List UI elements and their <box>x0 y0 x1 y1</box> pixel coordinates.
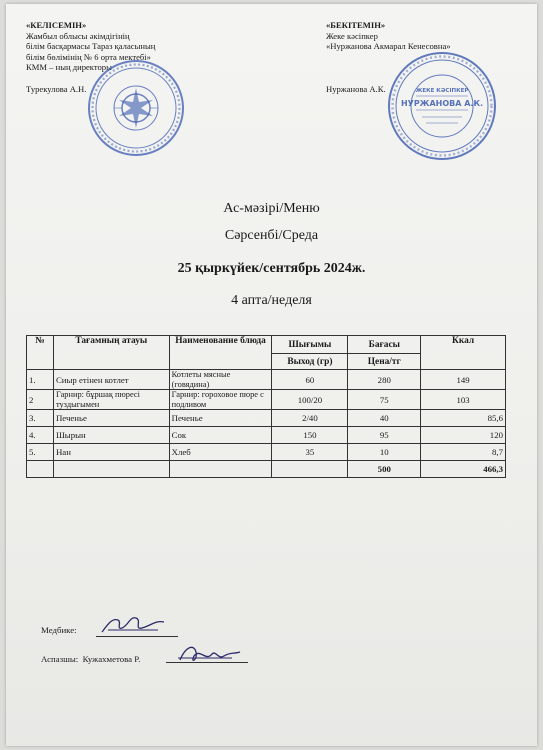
menu-title: Ас-мәзірі/Меню <box>223 201 320 216</box>
approval-right-title: «БЕКІТЕМІН» <box>326 20 386 30</box>
school-seal-icon <box>86 58 186 158</box>
cell-kcal: 8,7 <box>421 444 506 461</box>
cell-name-kz: Шырын <box>53 427 169 444</box>
table-row <box>27 410 506 427</box>
header-yield-kz: Шығымы <box>272 336 348 354</box>
cell-price: 40 <box>348 410 421 427</box>
date-title: 25 қыркүйек/сентябрь 2024ж. <box>177 261 366 276</box>
approval-left-title: «КЕЛІСЕМІН» <box>26 20 87 30</box>
nurse-signature-icon <box>98 610 170 638</box>
cell-name-ru: Гарнир: гороховое пюре с подливом <box>169 390 272 410</box>
approval-right-line: Жеке кәсіпкер <box>326 30 378 41</box>
cook-block <box>41 654 140 664</box>
stamp-center-text: НУРЖАНОВА А.К. <box>400 99 484 108</box>
cell-num: 2 <box>27 390 54 410</box>
cell-price: 75 <box>348 390 421 410</box>
header-kcal: Ккал <box>421 336 506 370</box>
cell-price: 10 <box>348 444 421 461</box>
document-page <box>6 4 537 746</box>
table-row <box>27 390 506 410</box>
week-title: 4 апта/неделя <box>231 293 312 308</box>
total-kcal: 466,3 <box>421 461 506 478</box>
cell-kcal: 120 <box>421 427 506 444</box>
header-price-ru: Цена/тг <box>348 354 421 370</box>
cook-signature-icon <box>174 640 244 668</box>
cell-name-ru: Сок <box>169 427 272 444</box>
cell-name-kz: Нан <box>53 444 169 461</box>
header-name-ru: Наименование блюда <box>169 336 272 370</box>
entrepreneur-stamp-icon <box>386 50 498 162</box>
cell-kcal: 103 <box>421 390 506 410</box>
header-price-kz: Бағасы <box>348 336 421 354</box>
weekday-title: Сәрсенбі/Среда <box>224 228 319 243</box>
header-yield-ru: Выход (гр) <box>272 354 348 370</box>
cell-yield: 150 <box>272 427 348 444</box>
approval-left-signer: Турекулова А.Н. <box>26 83 87 94</box>
stamp-top-text: ЖЕКЕ КӘСІПКЕР <box>415 88 469 94</box>
cell-name-ru: Печенье <box>169 410 272 427</box>
header-name-kz: Тағамның атауы <box>53 336 169 370</box>
header-num: № <box>27 336 54 370</box>
cell-num: 4. <box>27 427 54 444</box>
approval-left-line: КММ – ның директоры <box>26 62 112 73</box>
cell-num: 5. <box>27 444 54 461</box>
table-row <box>27 427 506 444</box>
cell-name-kz: Сиыр етінен котлет <box>53 370 169 390</box>
table-row <box>27 370 506 390</box>
nurse-label: Медбике: <box>41 625 77 635</box>
approval-left-line: білім басқармасы Тараз қаласының <box>26 41 156 52</box>
approval-left-line: білім бөлімінің № 6 орта мектебі» <box>26 51 151 62</box>
cell-price: 95 <box>348 427 421 444</box>
cell-yield: 100/20 <box>272 390 348 410</box>
cook-name: Кужахметова Р. <box>82 654 141 664</box>
cell-yield: 35 <box>272 444 348 461</box>
cell-name-kz: Гарнир: бұршақ пюресі туздыгымен <box>53 390 169 410</box>
cook-label: Аспазшы: <box>41 654 79 664</box>
approval-left-line: Жамбыл облысы әкімдігінің <box>26 30 130 41</box>
cell-yield: 2/40 <box>272 410 348 427</box>
approval-right-line: «Нуржанова Акмарал Кенесовна» <box>326 41 451 52</box>
cell-kcal: 149 <box>421 370 506 390</box>
total-price: 500 <box>348 461 421 478</box>
cell-price: 280 <box>348 370 421 390</box>
cell-num: 1. <box>27 370 54 390</box>
cell-name-ru: Хлеб <box>169 444 272 461</box>
cell-yield: 60 <box>272 370 348 390</box>
cell-num: 3. <box>27 410 54 427</box>
menu-table <box>26 335 506 478</box>
cell-kcal: 85,6 <box>421 410 506 427</box>
totals-row <box>27 461 506 478</box>
approval-right-signer: Нуржанова А.К. <box>326 83 386 94</box>
cell-name-ru: Котлеты мясные (говядина) <box>169 370 272 390</box>
cell-name-kz: Печенье <box>53 410 169 427</box>
table-row <box>27 444 506 461</box>
